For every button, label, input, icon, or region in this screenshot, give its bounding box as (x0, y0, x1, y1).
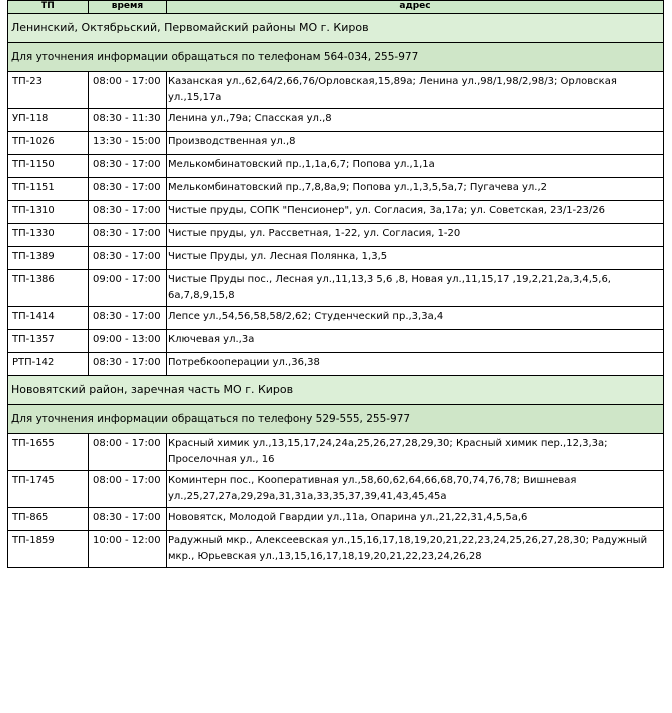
substation-cell: ТП-23 (8, 72, 89, 109)
address-cell: Казанская ул.,62,64/2,66,76/Орловская,15,89а; Ленина ул.,98/1,98/2,98/3; Орловская ул.,15,17а (167, 72, 664, 109)
table-row (8, 109, 664, 132)
substation-cell: ТП-1414 (8, 307, 89, 330)
address-cell: Чистые пруды, ул. Рассветная, 1-22, ул. Согласия, 1-20 (167, 224, 664, 247)
address-cell: Лепсе ул.,54,56,58,58/2,62; Студенческий пр.,3,3а,4 (167, 307, 664, 330)
substation-cell: ТП-1655 (8, 434, 89, 471)
table-row (8, 330, 664, 353)
address-cell: Ключевая ул.,3а (167, 330, 664, 353)
substation-cell: ТП-1745 (8, 471, 89, 508)
table-row (8, 224, 664, 247)
section-title-row (8, 376, 664, 405)
time-cell: 08:30 - 17:00 (89, 224, 167, 247)
substation-cell: ТП-1310 (8, 201, 89, 224)
outage-table (7, 0, 664, 568)
time-cell: 08:30 - 17:00 (89, 201, 167, 224)
header-time: время (89, 1, 167, 14)
address-cell: Чистые Пруды, ул. Лесная Полянка, 1,3,5 (167, 247, 664, 270)
section-title: Нововятский район, заречная часть МО г. Киров (8, 376, 664, 405)
substation-cell: ТП-1026 (8, 132, 89, 155)
table-row (8, 72, 664, 109)
address-cell: Нововятск, Молодой Гвардии ул.,11а, Опарина ул.,21,22,31,4,5,5а,6 (167, 508, 664, 531)
address-cell: Производственная ул.,8 (167, 132, 664, 155)
time-cell: 09:00 - 13:00 (89, 330, 167, 353)
substation-cell: УП-118 (8, 109, 89, 132)
table-row (8, 155, 664, 178)
table-row (8, 132, 664, 155)
substation-cell: ТП-1151 (8, 178, 89, 201)
section-info-row (8, 43, 664, 72)
table-row (8, 434, 664, 471)
section-info-row (8, 405, 664, 434)
time-cell: 09:00 - 17:00 (89, 270, 167, 307)
time-cell: 08:00 - 17:00 (89, 72, 167, 109)
section-title: Ленинский, Октябрьский, Первомайский районы МО г. Киров (8, 14, 664, 43)
table-row (8, 247, 664, 270)
outage-schedule (7, 0, 663, 568)
substation-cell: ТП-1330 (8, 224, 89, 247)
address-cell: Потребкооперации ул.,36,38 (167, 353, 664, 376)
table-row (8, 353, 664, 376)
time-cell: 08:00 - 17:00 (89, 471, 167, 508)
time-cell: 08:00 - 17:00 (89, 434, 167, 471)
time-cell: 08:30 - 17:00 (89, 155, 167, 178)
substation-cell: ТП-1389 (8, 247, 89, 270)
time-cell: 08:30 - 17:00 (89, 178, 167, 201)
time-cell: 08:30 - 17:00 (89, 508, 167, 531)
substation-cell: ТП-1859 (8, 531, 89, 568)
address-cell: Мелькомбинатовский пр.,7,8,8а,9; Попова ул.,1,3,5,5а,7; Пугачева ул.,2 (167, 178, 664, 201)
address-cell: Мелькомбинатовский пр.,1,1а,6,7; Попова ул.,1,1а (167, 155, 664, 178)
substation-cell: ТП-1150 (8, 155, 89, 178)
section-title-row (8, 14, 664, 43)
table-row (8, 178, 664, 201)
address-cell: Чистые Пруды пос., Лесная ул.,11,13,3 5,6 ,8, Новая ул.,11,15,17 ,19,2,21,2а,3,4,5,6, 6а,7,8,9,15,8 (167, 270, 664, 307)
table-header-row (8, 1, 664, 14)
substation-cell: РТП-142 (8, 353, 89, 376)
time-cell: 08:30 - 17:00 (89, 247, 167, 270)
address-cell: Чистые пруды, СОПК "Пенсионер", ул. Согласия, 3а,17а; ул. Советская, 23/1-23/26 (167, 201, 664, 224)
table-row (8, 471, 664, 508)
time-cell: 08:30 - 17:00 (89, 353, 167, 376)
substation-cell: ТП-865 (8, 508, 89, 531)
address-cell: Радужный мкр., Алексеевская ул.,15,16,17,18,19,20,21,22,23,24,25,26,27,28,30; Радужный мкр., Юрьевская ул.,13,15,16,17,18,19,20,21,22,23,24,26,28 (167, 531, 664, 568)
substation-cell: ТП-1386 (8, 270, 89, 307)
substation-cell: ТП-1357 (8, 330, 89, 353)
address-cell: Красный химик ул.,13,15,17,24,24а,25,26,27,28,29,30; Красный химик пер.,12,3,3а; Проселочная ул., 16 (167, 434, 664, 471)
table-row (8, 201, 664, 224)
header-address: адрес (167, 1, 664, 14)
address-cell: Коминтерн пос., Кооперативная ул.,58,60,62,64,66,68,70,74,76,78; Вишневая ул.,25,27,27а,29,29а,31,31а,33,35,37,39,41,43,45,45а (167, 471, 664, 508)
address-cell: Ленина ул.,79а; Спасская ул.,8 (167, 109, 664, 132)
table-row (8, 307, 664, 330)
section-contact-info: Для уточнения информации обращаться по телефонам 564-034, 255-977 (8, 43, 664, 72)
table-row (8, 508, 664, 531)
time-cell: 13:30 - 15:00 (89, 132, 167, 155)
table-row (8, 270, 664, 307)
table-body (8, 14, 664, 568)
time-cell: 08:30 - 11:30 (89, 109, 167, 132)
header-tp: ТП (8, 1, 89, 14)
table-row (8, 531, 664, 568)
time-cell: 10:00 - 12:00 (89, 531, 167, 568)
section-contact-info: Для уточнения информации обращаться по телефону 529-555, 255-977 (8, 405, 664, 434)
time-cell: 08:30 - 17:00 (89, 307, 167, 330)
